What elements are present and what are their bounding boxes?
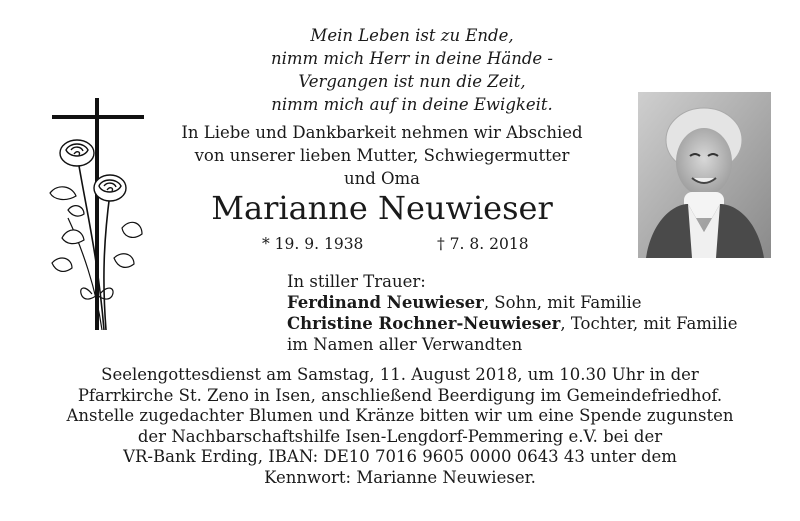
poem-line: nimm mich auf in deine Ewigkeit. <box>271 95 553 114</box>
poem-line: Mein Leben ist zu Ende, <box>310 26 514 45</box>
service-info <box>10 365 790 488</box>
mourner-relation: , Tochter, mit Familie <box>560 314 738 333</box>
mourner-entry <box>287 292 738 313</box>
intro-text <box>150 121 614 190</box>
service-line: der Nachbarschaftshilfe Isen-Lengdorf-Pemmering e.V. bei der <box>137 426 663 446</box>
mourners-block <box>287 271 738 355</box>
mourner-name: Ferdinand Neuwieser <box>287 293 484 312</box>
death-date: † 7. 8. 2018 <box>437 235 529 253</box>
mourner-entry <box>287 313 738 334</box>
poem <box>200 24 624 116</box>
service-line: Seelengottesdienst am Samstag, 11. August 2018, um 10.30 Uhr in der <box>101 365 699 384</box>
mourners-heading: In stiller Trauer: <box>287 272 426 291</box>
portrait-photo <box>638 92 771 258</box>
mourner-name: Christine Rochner-Neuwieser <box>287 314 561 333</box>
service-line: Pfarrkirche St. Zeno in Isen, anschließend Beerdigung im Gemeindefriedhof. <box>77 385 723 405</box>
birth-date: * 19. 9. 1938 <box>262 235 364 253</box>
intro-line: von unserer lieben Mutter, Schwiegermutter <box>194 146 570 165</box>
intro-line: In Liebe und Dankbarkeit nehmen wir Abschied <box>181 123 583 142</box>
mourners-closing: im Namen aller Verwandten <box>287 335 523 354</box>
poem-line: nimm mich Herr in deine Hände - <box>270 49 554 68</box>
intro-line: und Oma <box>343 169 421 188</box>
service-line: Anstelle zugedachter Blumen und Kränze bitten wir um eine Spende zugunsten <box>66 406 734 425</box>
deceased-name: Marianne Neuwieser <box>211 189 553 227</box>
cross-with-roses-icon <box>38 98 148 330</box>
service-line: VR-Bank Erding, IBAN: DE10 7016 9605 0000 0643 43 unter dem <box>123 447 677 466</box>
poem-line: Vergangen ist nun die Zeit, <box>298 72 526 91</box>
mourner-relation: , Sohn, mit Familie <box>483 293 642 312</box>
service-line: Kennwort: Marianne Neuwieser. <box>264 467 536 487</box>
